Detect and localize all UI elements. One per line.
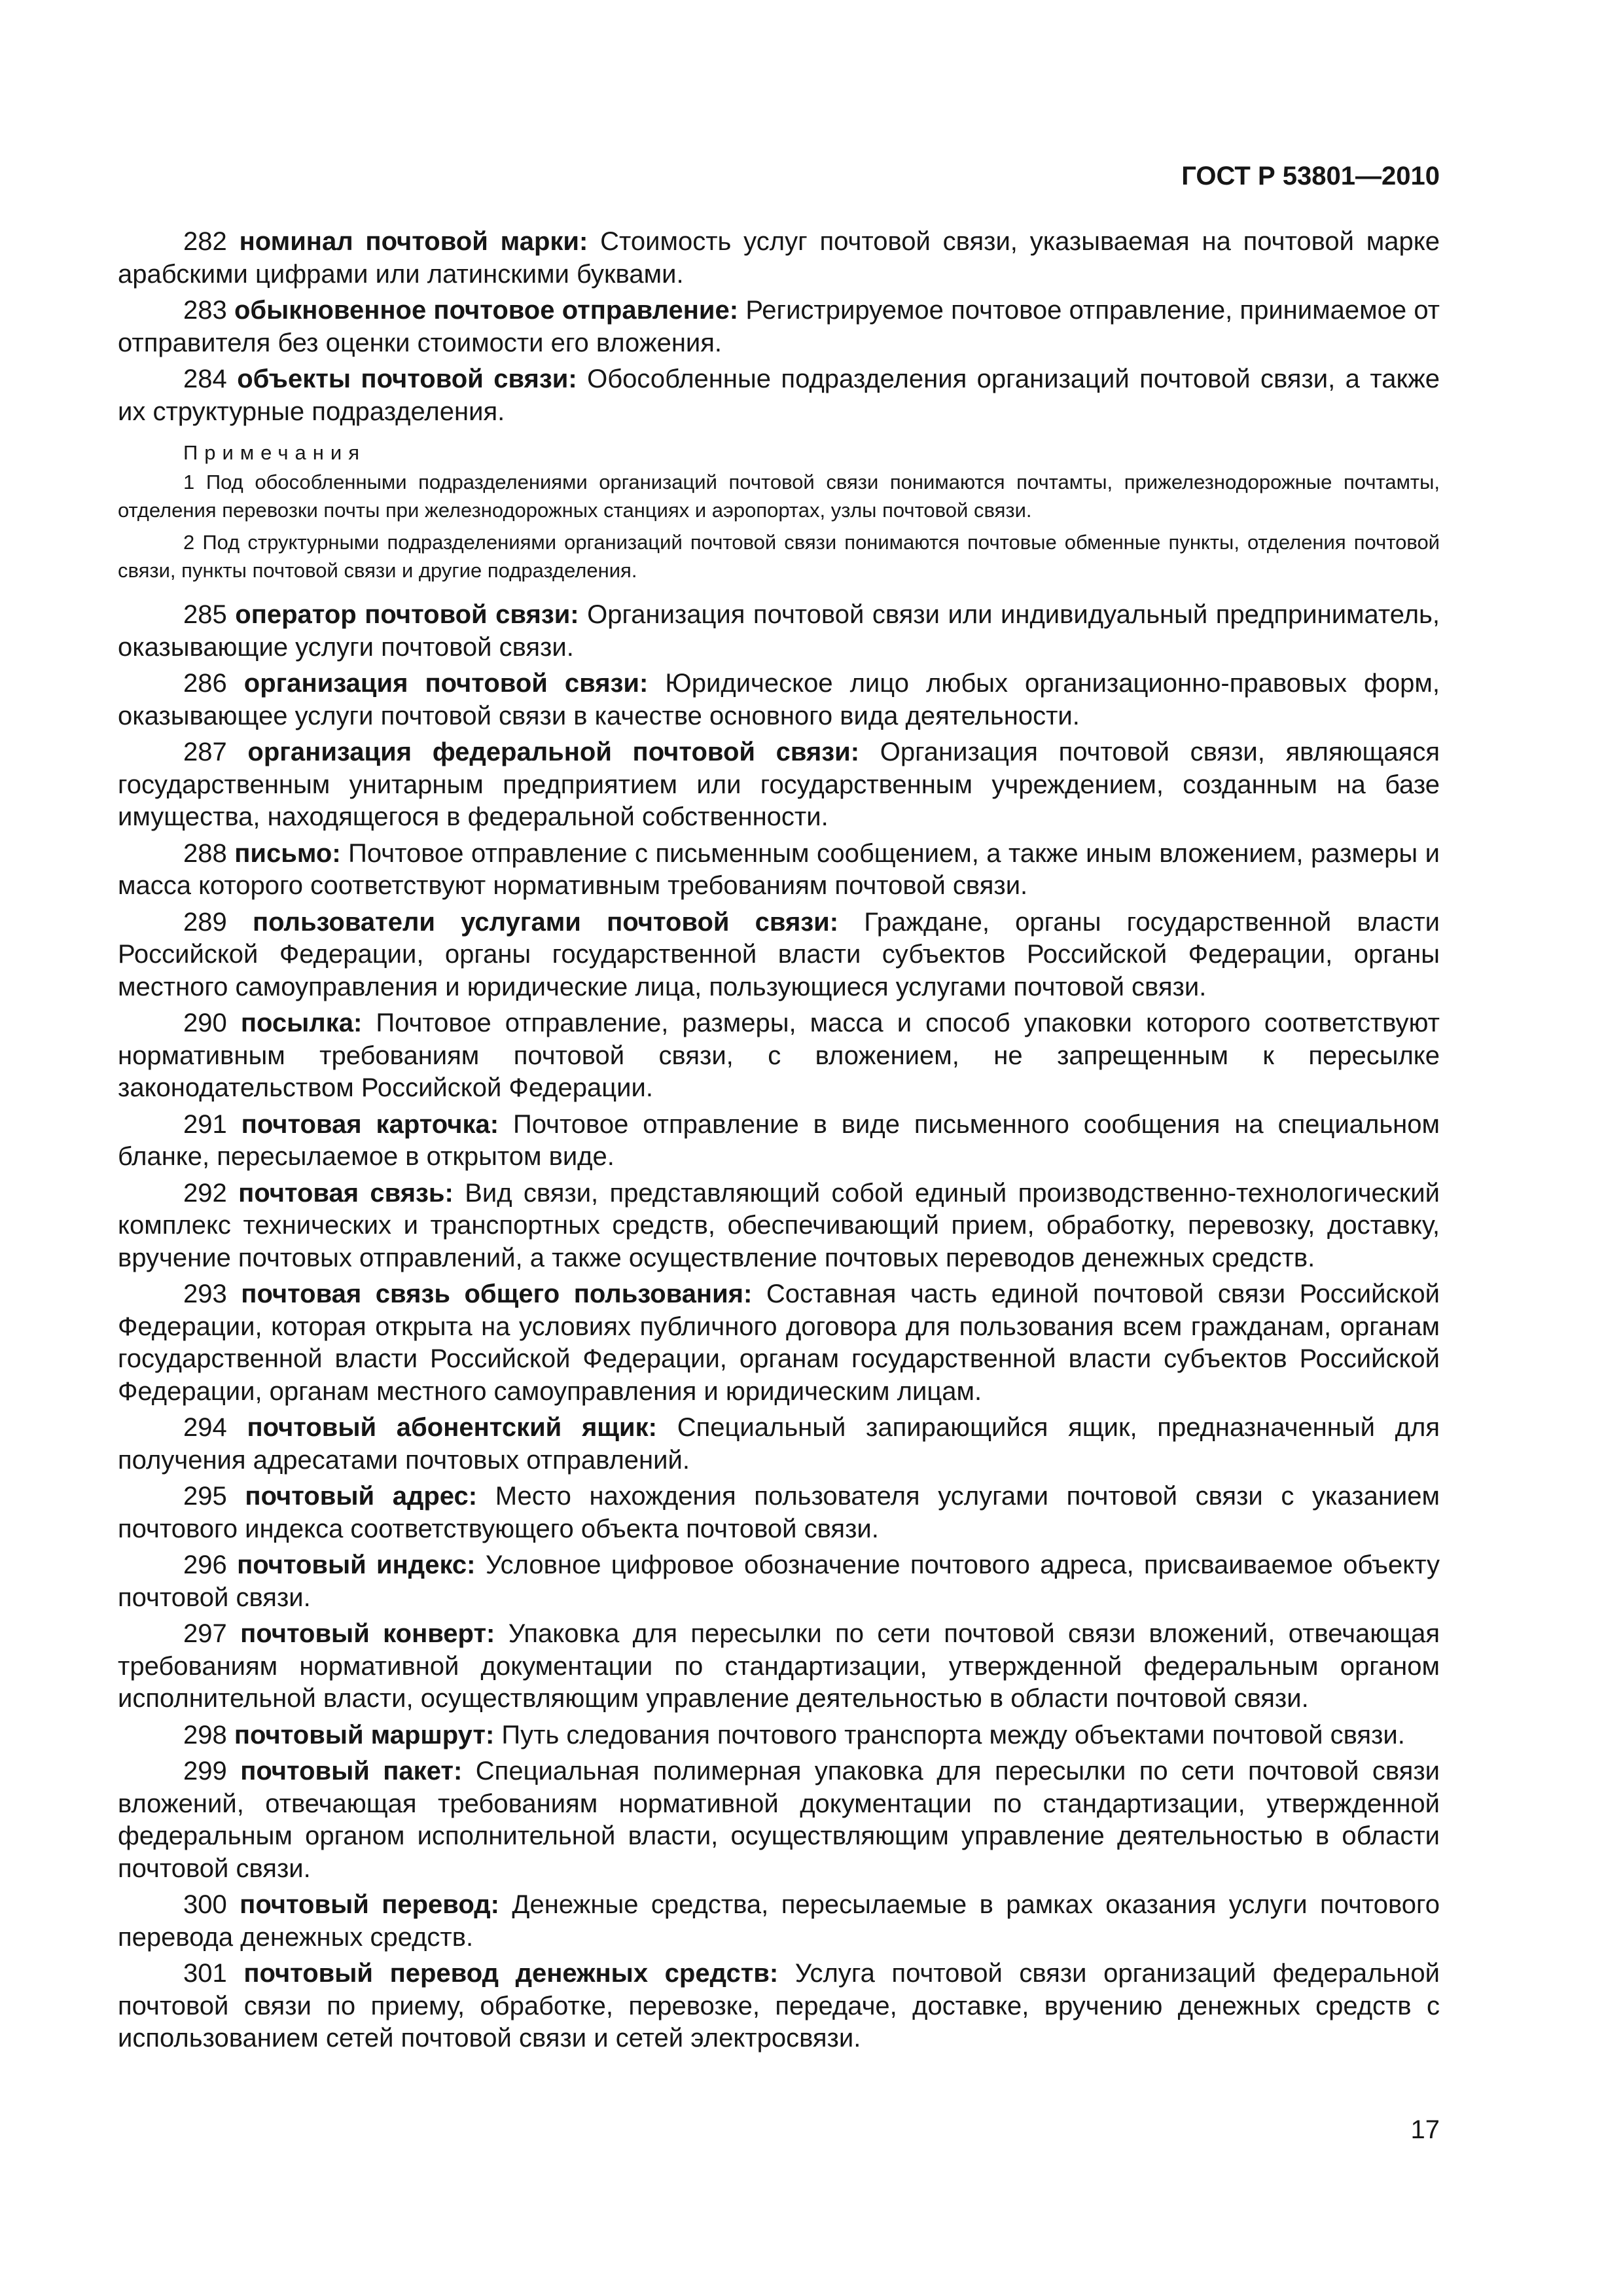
term-entry-291 bbox=[118, 1109, 1440, 1174]
term-entry-300 bbox=[118, 1889, 1440, 1954]
term-name: почтовый адрес: bbox=[245, 1482, 478, 1511]
term-number: 290 bbox=[183, 1009, 227, 1037]
term-definition: Место нахождения пользователя услугами почтовой связи с указанием почтового индекса соответствующего объекта почтовой связи. bbox=[118, 1482, 1440, 1543]
term-name: оператор почтовой связи: bbox=[235, 600, 579, 629]
term-number: 283 bbox=[183, 296, 227, 325]
term-number: 296 bbox=[183, 1551, 227, 1579]
term-name: почтовый индекс: bbox=[237, 1551, 476, 1579]
term-definition: Почтовое отправление в виде письменного сообщения на специальном бланке, пересылаемое в открытом виде. bbox=[118, 1109, 1440, 1171]
term-number: 286 bbox=[183, 669, 227, 698]
document-page bbox=[118, 160, 1440, 2059]
notes-block bbox=[118, 439, 1440, 584]
term-definition: Обособленные подразделения организаций почтовой связи, а также их структурные подразделения. bbox=[118, 365, 1440, 426]
term-definition: Вид связи, представляющий собой единый производственно-технологический комплекс технических и транспортных средств, обеспечивающий прием, обработку, перевозку, доставку, вручение почтовых отправлений, а также осуществление почтовых переводов денежных средств. bbox=[118, 1178, 1440, 1272]
term-definition: Специальный запирающийся ящик, предназначенный для получения адресатами почтовых отправлений. bbox=[118, 1413, 1440, 1475]
term-name: почтовый пакет: bbox=[240, 1757, 463, 1785]
term-entry-289 bbox=[118, 906, 1440, 1004]
term-number: 297 bbox=[183, 1619, 227, 1648]
term-name: объекты почтовой связи: bbox=[237, 365, 577, 393]
term-number: 284 bbox=[183, 365, 227, 393]
term-name: почтовый перевод денежных средств: bbox=[243, 1959, 779, 1988]
term-number: 301 bbox=[183, 1959, 227, 1988]
note-item-2: 2 Под структурными подразделениями организаций почтовой связи понимаются почтовые обменные пункты, отделения почтовой связи, пункты почтовой связи и другие подразделения. bbox=[118, 531, 1440, 582]
term-entry-283 bbox=[118, 295, 1440, 359]
notes-title: Примечания bbox=[183, 441, 366, 464]
document-id-header: ГОСТ Р 53801—2010 bbox=[1181, 162, 1440, 190]
term-name: почтовая связь: bbox=[238, 1178, 454, 1208]
term-definition: Организация почтовой связи или индивидуальный предприниматель, оказывающие услуги почтовой связи. bbox=[118, 600, 1440, 662]
term-name: посылка: bbox=[240, 1009, 363, 1037]
term-name: номинал почтовой марки: bbox=[239, 227, 588, 256]
term-definition: Денежные средства, пересылаемые в рамках оказания услуги почтового перевода денежных средств. bbox=[118, 1890, 1440, 1952]
term-name: почтовая карточка: bbox=[241, 1109, 499, 1139]
term-number: 293 bbox=[183, 1280, 227, 1308]
term-entry-295 bbox=[118, 1480, 1440, 1545]
term-name: организация почтовой связи: bbox=[243, 669, 649, 698]
term-name: почтовый конверт: bbox=[240, 1619, 495, 1648]
term-number: 298 bbox=[183, 1720, 227, 1749]
page-number: 17 bbox=[1410, 2115, 1440, 2144]
term-name: организация федеральной почтовой связи: bbox=[247, 738, 860, 766]
term-definition: Путь следования почтового транспорта между объектами почтовой связи. bbox=[501, 1720, 1405, 1749]
term-definition: Специальная полимерная упаковка для пересылки по сети почтовой связи вложений, отвечающая требованиям нормативной документации по стандартизации, утвержденной федеральным органом исполнительной власти, осуществляющим управление деятельностью в области почтовой связи. bbox=[118, 1757, 1440, 1883]
term-number: 292 bbox=[183, 1178, 227, 1208]
term-definition: Составная часть единой почтовой связи Российской Федерации, которая открыта на условиях публичного договора для пользования всем гражданам, органам государственной власти Российской Федерации, органам государственной власти субъектов Российской Федерации, органам местного самоуправления и юридическим лицам. bbox=[118, 1280, 1440, 1406]
term-definition: Почтовое отправление с письменным сообщением, а также иным вложением, размеры и масса которого соответствуют нормативным требованиям почтовой связи. bbox=[118, 838, 1440, 900]
term-entry-287 bbox=[118, 736, 1440, 834]
term-entry-294 bbox=[118, 1412, 1440, 1477]
term-definition: Стоимость услуг почтовой связи, указываемая на почтовой марке арабскими цифрами или латинскими буквами. bbox=[118, 227, 1440, 289]
term-entry-298 bbox=[118, 1719, 1440, 1752]
term-entry-286 bbox=[118, 668, 1440, 732]
term-number: 287 bbox=[183, 738, 227, 766]
term-name: почтовый перевод: bbox=[240, 1890, 499, 1919]
term-entry-301 bbox=[118, 1958, 1440, 2055]
term-number: 289 bbox=[183, 907, 227, 937]
term-definition: Юридическое лицо любых организационно-правовых форм, оказывающее услуги почтовой связи в качестве основного вида деятельности. bbox=[118, 669, 1440, 730]
note-item-1: 1 Под обособленными подразделениями организаций почтовой связи понимаются почтамты, прижелезнодорожные почтамты, отделения перевозки почты при железнодорожных станциях и аэропортах, узлы почтовой связи. bbox=[118, 471, 1440, 522]
term-entry-297 bbox=[118, 1618, 1440, 1715]
term-number: 285 bbox=[183, 600, 227, 629]
term-number: 295 bbox=[183, 1482, 227, 1511]
term-number: 300 bbox=[183, 1890, 227, 1919]
term-entry-292 bbox=[118, 1177, 1440, 1275]
term-name: письмо: bbox=[234, 838, 341, 868]
term-definition: Граждане, органы государственной власти Российской Федерации, органы государственной власти субъектов Российской Федерации, органы местного самоуправления и юридические лица, пользующиеся услугами почтовой связи. bbox=[118, 907, 1440, 1001]
term-definition: Упаковка для пересылки по сети почтовой связи вложений, отвечающая требованиям нормативной документации по стандартизации, утвержденной федеральным органом исполнительной власти, осуществляющим управление деятельностью в области почтовой связи. bbox=[118, 1619, 1440, 1713]
term-number: 291 bbox=[183, 1109, 227, 1139]
term-entry-293 bbox=[118, 1278, 1440, 1408]
term-definition: Условное цифровое обозначение почтового адреса, присваиваемое объекту почтовой связи. bbox=[118, 1551, 1440, 1612]
term-number: 282 bbox=[183, 227, 227, 256]
term-definition: Регистрируемое почтовое отправление, принимаемое от отправителя без оценки стоимости его вложения. bbox=[118, 296, 1440, 357]
term-name: почтовый маршрут: bbox=[234, 1720, 495, 1749]
term-name: обыкновенное почтовое отправление: bbox=[234, 296, 739, 325]
term-name: почтовая связь общего пользования: bbox=[241, 1280, 753, 1308]
term-number: 299 bbox=[183, 1757, 227, 1785]
term-entry-296 bbox=[118, 1549, 1440, 1614]
term-entry-282 bbox=[118, 226, 1440, 291]
terms-list-285-301 bbox=[118, 599, 1440, 2055]
term-entry-288 bbox=[118, 838, 1440, 903]
term-definition: Услуга почтовой связи организаций федеральной почтовой связи по приему, обработке, перевозке, передаче, доставке, вручению денежных средств с использованием сетей почтовой связи и сетей электросвязи. bbox=[118, 1959, 1440, 2053]
term-number: 288 bbox=[183, 838, 227, 868]
term-number: 294 bbox=[183, 1413, 227, 1442]
term-name: пользователи услугами почтовой связи: bbox=[252, 907, 839, 937]
term-entry-290 bbox=[118, 1007, 1440, 1105]
term-entry-285 bbox=[118, 599, 1440, 664]
term-definition: Почтовое отправление, размеры, масса и способ упаковки которого соответствуют нормативным требованиям почтовой связи, с вложением, не запрещенным к пересылке законодательством Российской Федерации. bbox=[118, 1009, 1440, 1102]
term-entry-284 bbox=[118, 363, 1440, 428]
term-entry-299 bbox=[118, 1755, 1440, 1885]
term-name: почтовый абонентский ящик: bbox=[247, 1413, 657, 1442]
term-definition: Организация почтовой связи, являющаяся государственным унитарным предприятием или государственным учреждением, созданным на базе имущества, находящегося в федеральной собственности. bbox=[118, 738, 1440, 831]
terms-list-282-284 bbox=[118, 226, 1440, 428]
